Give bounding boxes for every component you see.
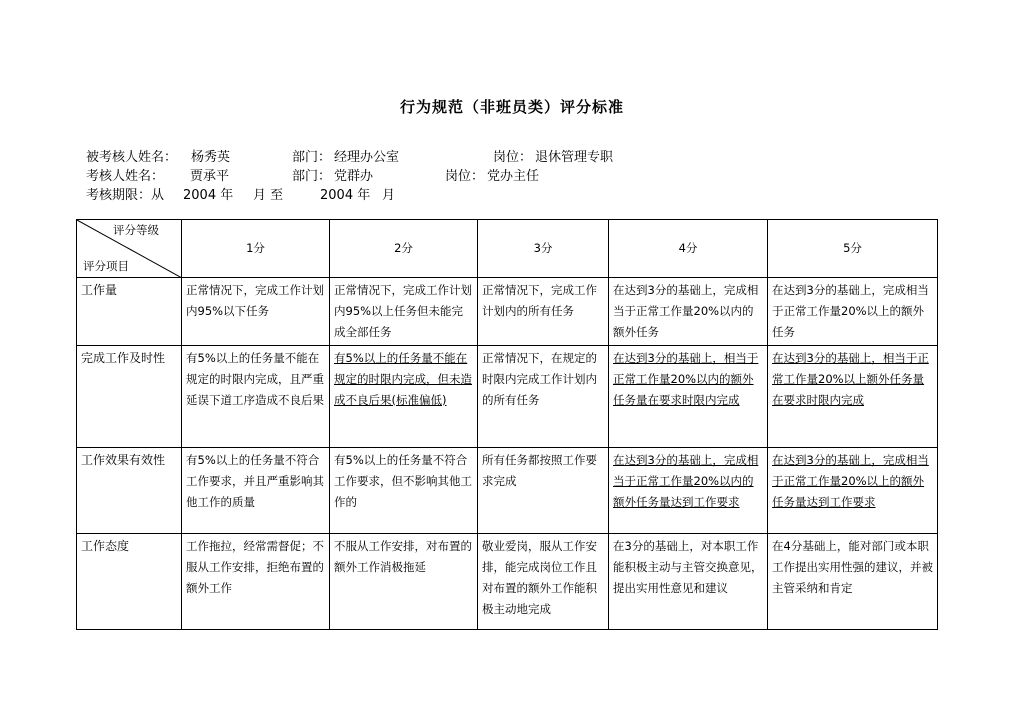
table-cell: 有5%以上的任务量不能在规定的时限内完成，且严重延误下道工序造成不良后果 [182, 346, 330, 448]
table-row [77, 278, 938, 346]
row-item-workload: 工作量 [77, 278, 182, 346]
table-cell: 在达到3分的基础上，相当于正常工作量20%以内的额外任务量在要求时限内完成 [609, 346, 768, 448]
table-row [77, 346, 938, 448]
table-cell: 正常情况下，完成工作计划内95%以上任务但未能完成全部任务 [330, 278, 478, 346]
examiner-label: 考核人姓名： [86, 169, 165, 184]
dept-value-1: 经理办公室 [334, 150, 400, 165]
row-item-timeliness: 完成工作及时性 [77, 346, 182, 448]
table-cell: 在3分的基础上，对本职工作能积极主动与主管交换意见，提出实用性意见和建议 [609, 534, 768, 630]
document-title: 行为规范（非班员类）评分标准 [399, 98, 624, 116]
corner-item-label: 评分项目 [83, 259, 129, 273]
year-from: 2004 年 [183, 188, 234, 203]
table-cell: 有5%以上的任务量不符合工作要求，并且严重影响其他工作的质量 [182, 448, 330, 534]
table-cell: 在达到3分的基础上，完成相当于正常工作量20%以上的额外任务量达到工作要求 [768, 448, 938, 534]
corner-grade-label: 评分等级 [113, 223, 159, 237]
month-to: 月 [382, 188, 396, 203]
dept-label-1: 部门： [292, 150, 332, 165]
table-cell: 有5%以上的任务量不能在规定的时限内完成，但未造成不良后果(标准偏低) [330, 346, 478, 448]
table-cell: 在达到3分的基础上，相当于正常工作量20%以上额外任务量在要求时限内完成 [768, 346, 938, 448]
table-cell: 有5%以上的任务量不符合工作要求，但不影响其他工作的 [330, 448, 478, 534]
month-from: 月 至 [253, 188, 284, 203]
table-row [77, 534, 938, 630]
row-item-attitude: 工作态度 [77, 534, 182, 630]
grade-header-5: 5分 [768, 220, 938, 278]
dept-value-2: 党群办 [334, 169, 374, 184]
grade-header-3: 3分 [478, 220, 609, 278]
table-row [77, 448, 938, 534]
table-cell: 正常情况下，完成工作计划内的所有任务 [478, 278, 609, 346]
examinee-label: 被考核人姓名： [86, 150, 178, 165]
table-cell: 所有任务都按照工作要求完成 [478, 448, 609, 534]
examiner-name: 贾承平 [190, 169, 230, 184]
year-to: 2004 年 [320, 188, 371, 203]
examinee-name: 杨秀英 [191, 150, 231, 165]
dept-label-2: 部门： [292, 169, 332, 184]
scoring-table [76, 219, 938, 630]
table-cell: 在4分基础上，能对部门或本职工作提出实用性强的建议，并被主管采纳和肯定 [768, 534, 938, 630]
table-cell: 正常情况下，在规定的时限内完成工作计划内的所有任务 [478, 346, 609, 448]
table-cell: 在达到3分的基础上，完成相当于正常工作量20%以上的额外任务 [768, 278, 938, 346]
grade-header-2: 2分 [330, 220, 478, 278]
post-value-1: 退休管理专职 [535, 150, 614, 165]
table-cell: 在达到3分的基础上，完成相当于正常工作量20%以内的额外任务量达到工作要求 [609, 448, 768, 534]
table-cell: 敬业爱岗，服从工作安排，能完成岗位工作且对布置的额外工作能积极主动地完成 [478, 534, 609, 630]
header-row [77, 220, 938, 278]
post-label-1: 岗位： [493, 150, 533, 165]
grade-header-1: 1分 [182, 220, 330, 278]
period-label: 考核期限：从 [86, 188, 165, 203]
table-cell: 在达到3分的基础上，完成相当于正常工作量20%以内的额外任务 [609, 278, 768, 346]
post-value-2: 党办主任 [487, 169, 540, 184]
grade-header-4: 4分 [609, 220, 768, 278]
row-item-effectiveness: 工作效果有效性 [77, 448, 182, 534]
post-label-2: 岗位： [445, 169, 485, 184]
corner-header [77, 220, 182, 278]
table-cell: 工作拖拉，经常需督促；不服从工作安排，拒绝布置的额外工作 [182, 534, 330, 630]
table-cell: 正常情况下，完成工作计划内95%以下任务 [182, 278, 330, 346]
table-cell: 不服从工作安排，对布置的额外工作消极拖延 [330, 534, 478, 630]
